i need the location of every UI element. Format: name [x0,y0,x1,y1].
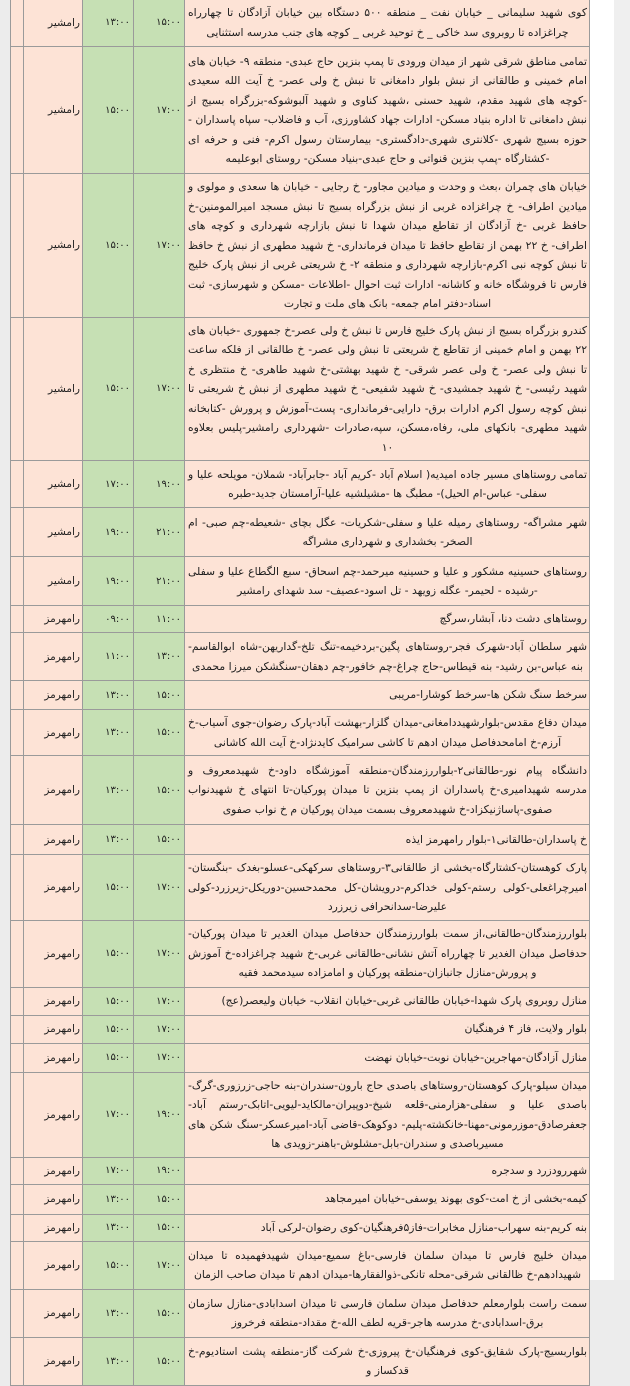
start-time-cell: ۱۷:۰۰ [83,461,134,508]
start-time-cell: ۱۵:۰۰ [83,920,134,987]
end-time-cell: ۱۷:۰۰ [134,47,185,174]
row-blank-cell [11,1184,24,1214]
start-time-cell: ۱۷:۰۰ [83,1157,134,1184]
start-time-cell: ۱۳:۰۰ [83,1214,134,1241]
end-time-cell: ۱۵:۰۰ [134,1337,185,1385]
end-time-cell: ۱۹:۰۰ [134,1157,185,1184]
row-blank-cell [11,557,24,606]
row-blank-cell [11,1043,24,1072]
scrollbar-track[interactable] [614,0,630,1280]
city-cell: رامهرمز [24,1184,83,1214]
table-row [11,317,590,461]
start-time-cell: ۱۵:۰۰ [83,1241,134,1289]
city-cell: رامهرمز [24,756,83,825]
start-time-cell: ۱۵:۰۰ [83,1043,134,1072]
end-time-cell: ۱۷:۰۰ [134,855,185,921]
city-cell: رامهرمز [24,855,83,921]
area-description-cell: بلواررزمندگان-طالقانی،از سمت بلواررزمندگان حدفاصل میدان الغدیر تا میدان پورکیان-حدفاصل میدان الغدیر تا چهارراه آتش نشانی-طالقانی غربی-خ شهید چراغزاده-خ آموزش و پرورش-منازل جانبازان-منطقه پورکیان و امامزاده سیدمحمد فقیه [185,920,590,987]
row-blank-cell [11,987,24,1015]
start-time-cell: ۱۳:۰۰ [83,756,134,825]
area-description-cell: روستاهای حسینیه مشکور و علیا و حسینیه میرحمد-چم اسحاق- سبع الگطاع علیا و سفلی -رشیده - لحیمر- عگله زویهد - تل اسود-عصیف- سد شهدای رامشیر [185,557,590,606]
row-blank-cell [11,1289,24,1337]
area-description-cell: تمامی روستاهای مسیر جاده امیدیه( اسلام آباد -کریم آباد -جابرآباد- شملان- مویلحه علیا و سفلی- عباس-ام الحیل)- مطبگ ها -مشیلشیه علیا-آرامستان جدید-طبره [185,461,590,508]
start-time-cell: ۱۳:۰۰ [83,1337,134,1385]
city-cell: رامشیر [24,508,83,557]
city-cell: رامهرمز [24,1289,83,1337]
end-time-cell: ۱۵:۰۰ [134,756,185,825]
area-description-cell: بلوار ولایت، فاز ۴ فرهنگیان [185,1015,590,1043]
table-row [11,710,590,756]
end-time-cell: ۱۳:۰۰ [134,633,185,681]
area-description-cell: تمامی مناطق شرقی شهر از میدان ورودی تا پمپ بنزین حاج عبدی- منطقه ۹- خیابان های امام خمینی و طالقانی از نبش بلوار دامغانی تا نبش خ ولی عصر- خ آیت الله سعیدی -کوچه های شهید مقدم، شهید حسنی ،شهید کناوی و شهید آلبوشوکه-بزرگراه بسیج از نبش دامغانی تا اداره بنیاد مسکن- ادارات جهاد کشاورزی، آب و فاضلاب- سپاه پاسداران - حوزه بسیج شهری -کلانتری شهری-دادگستری- بیمارستان رسول اکرم- فنی و حرفه ای -کشتارگاه -پمپ بنزین قنواتی و حاج عبدی-بنیاد مسکن- روستای ابوعلیمه [185,47,590,174]
row-blank-cell [11,461,24,508]
end-time-cell: ۱۵:۰۰ [134,1184,185,1214]
table-row [11,920,590,987]
table-row [11,508,590,557]
start-time-cell: ۱۳:۰۰ [83,0,134,47]
start-time-cell: ۱۹:۰۰ [83,508,134,557]
area-description-cell: بنه کریم-بنه سهراب-منازل مخابرات-فاز۵فرهنگیان-کوی رضوان-لرکی آباد [185,1214,590,1241]
table-row [11,1337,590,1385]
row-blank-cell [11,0,24,47]
outage-schedule-table [10,0,590,1386]
row-blank-cell [11,756,24,825]
city-cell: رامشیر [24,174,83,318]
end-time-cell: ۱۷:۰۰ [134,1043,185,1072]
table-row [11,461,590,508]
start-time-cell: ۱۳:۰۰ [83,1289,134,1337]
area-description-cell: خیابان های چمران ،بعث و وحدت و میادین مجاور- خ رجایی - خیابان ها سعدی و مولوی و میادین اطراف- خ چراغزاده غربی از نبش بزرگراه بسیج تا نبش مسجد امیرالمومنین-خ حافظ غربی -خ آزادگان از تقاطع میدان شهدا تا نبش بازارچه شهرداری و کوچه های اطراف- خ ۲۲ بهمن از تقاطع حافظ تا میدان فرمانداری- خ شهید مطهری از نبش خ حافظ تا نبش کوچه نبی اکرم-بازارچه شهرداری و منطقه ۲- خ شریعتی غربی از نبش پارک خلیج فارس تا فروشگاه خانه و کاشانه- ادارات ثبت احوال -اطلاعات -مسکن و شهرسازی- ثبت اسناد-دفتر امام جمعه- بانک های ملت و تجارت [185,174,590,318]
row-blank-cell [11,825,24,855]
table-row [11,1184,590,1214]
table-row [11,1157,590,1184]
row-blank-cell [11,1157,24,1184]
area-description-cell: پارک کوهستان-کشتارگاه-بخشی از طالقانی۳-روستاهای سرکهکی-عسلو-بغدک -بنگستان-امیرچراغعلی-کولی رستم-کولی خداکرم-درویشان-کل محمدحسین-دوریکل-زیرزرد-کولی علیرضا-سدانحرافی زیرزرد [185,855,590,921]
end-time-cell: ۱۵:۰۰ [134,1214,185,1241]
city-cell: رامهرمز [24,1072,83,1157]
city-cell: رامهرمز [24,710,83,756]
row-blank-cell [11,1072,24,1157]
end-time-cell: ۱۷:۰۰ [134,174,185,318]
area-description-cell: شهر سلطان آباد-شهرک فجر-روستاهای پگین-بردخیمه-تنگ تلخ-گداریهن-شاه ابوالقاسم-بنه عباس-بن رشید- بنه قیطاس-حاج چراغ-چم خافور-چم دهقان-سنگشکن میرزا محمدی [185,633,590,681]
table-row [11,987,590,1015]
area-description-cell: شهررودزرد و سدجره [185,1157,590,1184]
table-row [11,756,590,825]
table-row [11,47,590,174]
end-time-cell: ۲۱:۰۰ [134,557,185,606]
start-time-cell: ۱۷:۰۰ [83,1072,134,1157]
area-description-cell: منازل روبروی پارک شهدا-خیابان طالقانی غربی-خیابان انقلاب- خیابان ولیعصر(عج) [185,987,590,1015]
table-row [11,825,590,855]
row-blank-cell [11,681,24,710]
end-time-cell: ۱۹:۰۰ [134,461,185,508]
city-cell: رامهرمز [24,825,83,855]
start-time-cell: ۱۳:۰۰ [83,825,134,855]
outage-schedule-sheet [10,0,590,1386]
city-cell: رامهرمز [24,681,83,710]
row-blank-cell [11,508,24,557]
start-time-cell: ۰۹:۰۰ [83,606,134,633]
row-blank-cell [11,606,24,633]
table-row [11,557,590,606]
end-time-cell: ۱۱:۰۰ [134,606,185,633]
city-cell: رامشیر [24,47,83,174]
end-time-cell: ۱۷:۰۰ [134,1015,185,1043]
table-row [11,1214,590,1241]
city-cell: رامشیر [24,461,83,508]
area-description-cell: کندرو بزرگراه بسیج از نبش پارک خلیج فارس تا نبش خ ولی عصر-خ جمهوری -خیابان های ۲۲ بهمن و امام خمینی از تقاطع خ شریعتی تا نبش ولی عصر- خ طالقانی از فلکه ساعت تا نبش ولی عصر- خ ولی عصر شرقی- خ شهید بهشتی-خ شهید طاهری- خ منتظری خ شهید رئیسی- خ شهید جمشیدی- خ شهید شفیعی- خ شهید مطهری از نبش خ شریعتی تا نبش کوچه رسول اکرم ادارات برق- دارایی-فرمانداری- پست-آموزش و پرورش -کتابخانه شهید مطهری- بانکهای ملی، رفاه،مسکن، سپه،صادرات -شهرداری رامشیر-پلیس بعلاوه ۱۰ [185,317,590,461]
start-time-cell: ۱۵:۰۰ [83,47,134,174]
end-time-cell: ۱۷:۰۰ [134,920,185,987]
city-cell: رامشیر [24,557,83,606]
start-time-cell: ۱۹:۰۰ [83,557,134,606]
end-time-cell: ۱۷:۰۰ [134,987,185,1015]
city-cell: رامشیر [24,0,83,47]
end-time-cell: ۱۷:۰۰ [134,317,185,461]
area-description-cell: میدان سیلو-پارک کوهستان-روستاهای باصدی حاج بارون-سندران-بنه حاجی-زرزوری-گرگ-باصدی علیا و سفلی-هزارمنی-قلعه شیخ-دوپیران-مالکاید-لیویی-اتابک-رستم آباد-جعفرصادق-موزرمونی-مهنا-خانکشته-پلیم- دوکوهک-قاضی آباد-امیرعسکر-سنگ شکن های مسیرباصدی و سندران-بابل-مشلوش-باهنر-زویدی ها [185,1072,590,1157]
row-blank-cell [11,855,24,921]
start-time-cell: ۱۱:۰۰ [83,633,134,681]
area-description-cell: سمت راست بلوارمعلم حدفاصل میدان سلمان فارسی تا میدان اسدابادی-منازل سازمان برق-اسدابادی-خ مدرسه هاجر-قریه لطف الله-خ مقداد-منطقه فرخروز [185,1289,590,1337]
end-time-cell: ۱۵:۰۰ [134,0,185,47]
page-right-margin [590,0,614,1280]
start-time-cell: ۱۵:۰۰ [83,987,134,1015]
row-blank-cell [11,174,24,318]
row-blank-cell [11,633,24,681]
end-time-cell: ۱۵:۰۰ [134,681,185,710]
start-time-cell: ۱۵:۰۰ [83,174,134,318]
row-blank-cell [11,1337,24,1385]
area-description-cell: کوی شهید سلیمانی _ خیابان نفت _ منطقه ۵۰۰ دستگاه بین خیابان آزادگان تا چهارراه چراغزاده تا روبروی سد خاکی _ خ توحید غربی _ کوچه های جنب مدرسه استثنایی [185,0,590,47]
city-cell: رامهرمز [24,633,83,681]
city-cell: رامهرمز [24,920,83,987]
city-cell: رامشیر [24,317,83,461]
row-blank-cell [11,47,24,174]
city-cell: رامهرمز [24,1043,83,1072]
table-row [11,855,590,921]
start-time-cell: ۱۵:۰۰ [83,1015,134,1043]
area-description-cell: روستاهای دشت دنا، آبشار،سرگچ [185,606,590,633]
end-time-cell: ۱۵:۰۰ [134,710,185,756]
table-row [11,681,590,710]
city-cell: رامهرمز [24,1015,83,1043]
end-time-cell: ۱۵:۰۰ [134,825,185,855]
table-body [11,0,590,1385]
table-row [11,606,590,633]
city-cell: رامهرمز [24,606,83,633]
table-row [11,1043,590,1072]
city-cell: رامهرمز [24,1157,83,1184]
area-description-cell: سرخط سنگ شکن ها-سرخط کوشارا-مریبی [185,681,590,710]
table-row [11,1241,590,1289]
area-description-cell: میدان خلیج فارس تا میدان سلمان فارسی-باغ سمیع-میدان شهیدفهمیده تا میدان شهیدادهم-خ ظالقانی شرقی-محله تانکی-ذوالفقارها-میدان ادهم تا میدان صاحب الزمان [185,1241,590,1289]
table-row [11,174,590,318]
city-cell: رامهرمز [24,1241,83,1289]
city-cell: رامهرمز [24,1337,83,1385]
area-description-cell: میدان دفاع مقدس-بلوارشهیددامغانی-میدان گلزار-بهشت آباد-پارک رضوان-جوی آسیاب-خ آرزم-خ امامحدفاصل میدان ادهم تا کاشی سرامیک کایدنژاد-خ آیت الله کاشانی [185,710,590,756]
end-time-cell: ۱۵:۰۰ [134,1289,185,1337]
row-blank-cell [11,1015,24,1043]
table-row [11,0,590,47]
area-description-cell: منازل آزادگان-مهاجرین-خیابان نوبت-خیابان نهضت [185,1043,590,1072]
table-row [11,633,590,681]
table-row [11,1072,590,1157]
start-time-cell: ۱۳:۰۰ [83,681,134,710]
start-time-cell: ۱۳:۰۰ [83,710,134,756]
area-description-cell: دانشگاه پیام نور-طالقانی۲-بلواررزمندگان-منطقه آموزشگاه داود-خ شهیدمعروف و مدرسه شهیدامیری-خ پاسداران از پمپ بنزین تا میدان پورکیان-تا انتهای خ شهیدنواب صفوی-پاساژنیکزاد-خ شهیدمعروف بسمت میدان پورکیان م خ نواب صفوی [185,756,590,825]
city-cell: رامهرمز [24,987,83,1015]
row-blank-cell [11,1214,24,1241]
row-blank-cell [11,1241,24,1289]
end-time-cell: ۱۷:۰۰ [134,1241,185,1289]
row-blank-cell [11,317,24,461]
start-time-cell: ۱۵:۰۰ [83,317,134,461]
end-time-cell: ۲۱:۰۰ [134,508,185,557]
area-description-cell: شهر مشراگه- روستاهای رمیله علیا و سفلی-شکریات- عگل بچای -شعیطه-چم صبی- ام الصخر- بخشداری و شهرداری مشراگه [185,508,590,557]
city-cell: رامهرمز [24,1214,83,1241]
row-blank-cell [11,710,24,756]
end-time-cell: ۱۹:۰۰ [134,1072,185,1157]
area-description-cell: کیمه-بخشی از خ امت-کوی بهوند یوسفی-خیابان امیرمجاهد [185,1184,590,1214]
table-row [11,1289,590,1337]
start-time-cell: ۱۵:۰۰ [83,855,134,921]
area-description-cell: بلواربسیج-پارک شقایق-کوی فرهنگیان-خ پیروزی-خ شرکت گاز-منطقه پشت استادیوم-خ قدکساز و [185,1337,590,1385]
table-row [11,1015,590,1043]
start-time-cell: ۱۳:۰۰ [83,1184,134,1214]
area-description-cell: خ پاسداران-طالقانی۱-بلوار رامهرمز ایذه [185,825,590,855]
row-blank-cell [11,920,24,987]
